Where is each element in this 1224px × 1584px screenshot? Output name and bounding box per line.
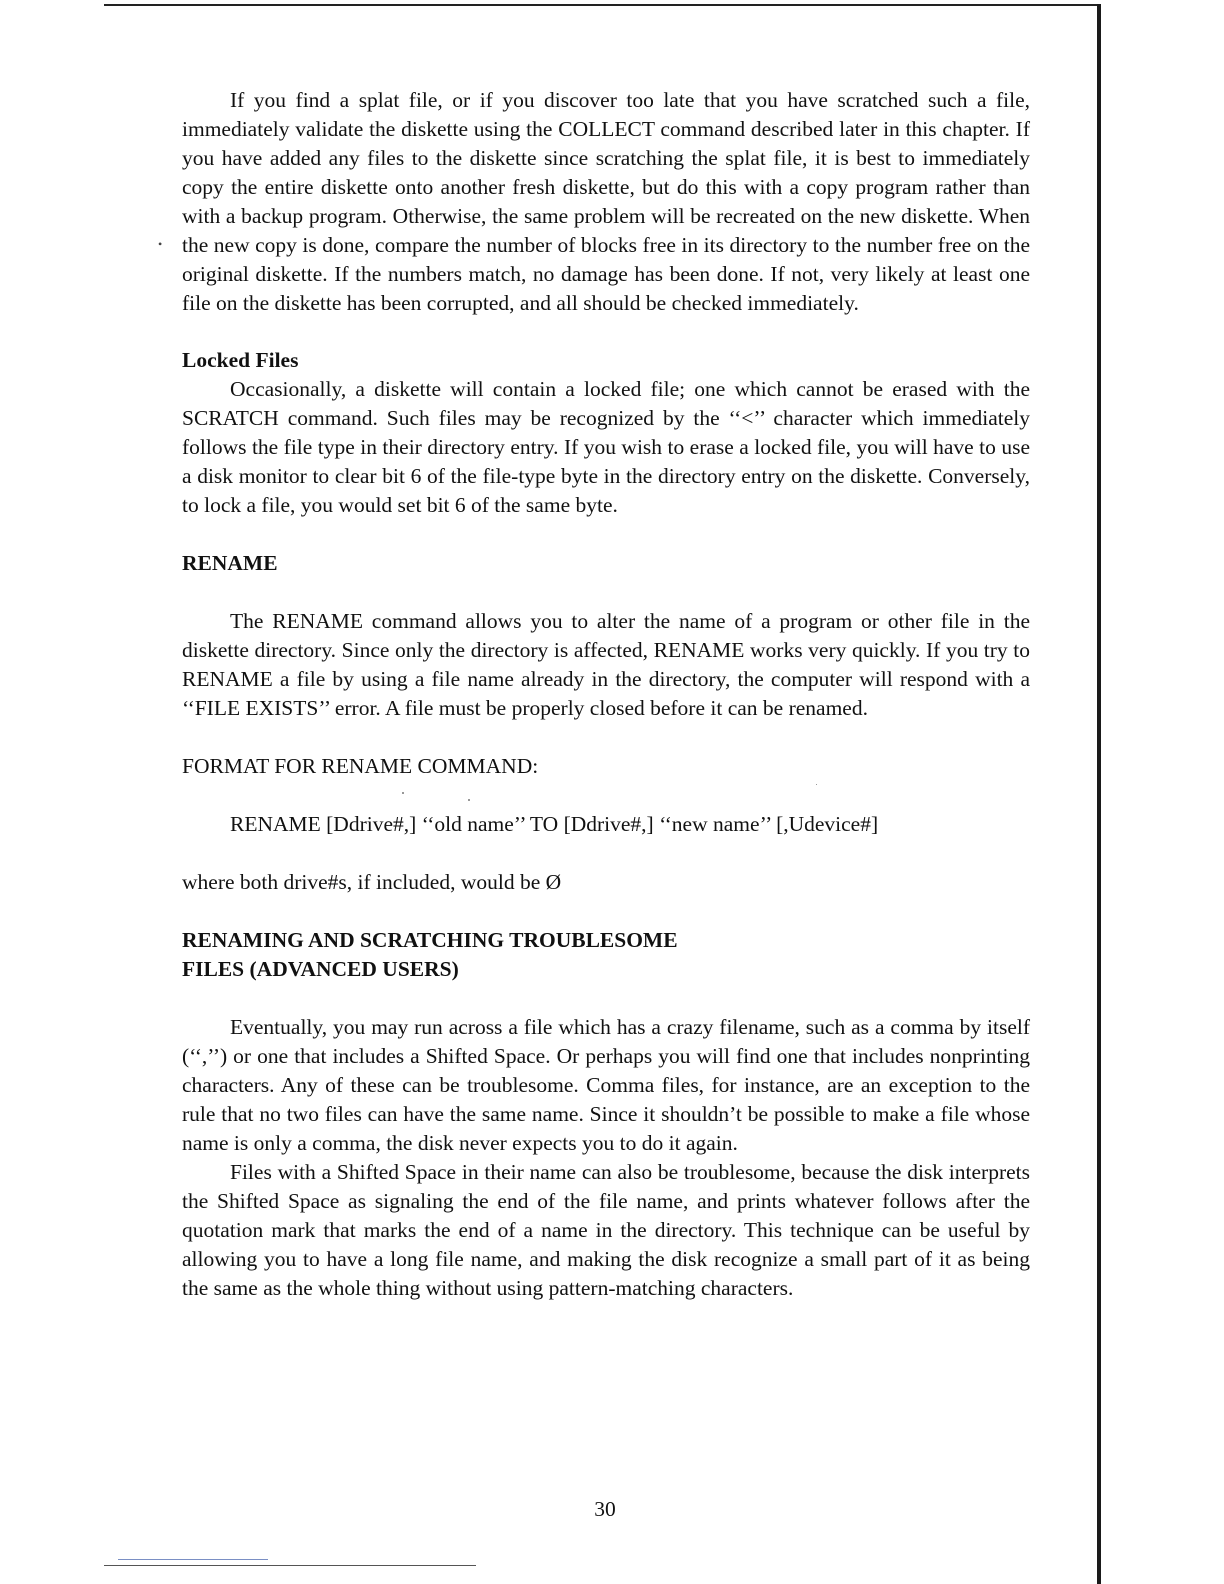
paragraph-troublesome-1: Eventually, you may run across a file which has a crazy filename, such as a comma by itself (‘‘,’’) or one that includes a Shifted Space. Or perhaps you will find one that includes nonprinting characters. Any of these can be troublesome. Comma files, for instance, are an exception to the rule that no two files can have the same name. Since it shouldn’t be possible to make a file whose name is only a comma, the disk never expects you to do it again.	[182, 1015, 1030, 1155]
page-body	[182, 86, 1030, 1303]
paragraph-locked-files: Occasionally, a diskette will contain a locked file; one which cannot be erased with the SCRATCH command. Such files may be recognized by the ‘‘<’’ character which immediately follows the file type in their directory entry. If you wish to erase a locked file, you will have to use a disk monitor to clear bit 6 of the file-type byte in the directory entry on the diskette. Conversely, to lock a file, you would set bit 6 of the same byte.	[182, 377, 1030, 517]
heading-locked-files: Locked Files	[182, 348, 299, 372]
heading-renaming-line-2: FILES (ADVANCED USERS)	[182, 957, 459, 981]
drive-note: where both drive#s, if included, would be Ø	[182, 870, 562, 894]
bottom-accent-rule	[118, 1559, 268, 1560]
bottom-border-rule	[104, 1565, 476, 1566]
paragraph-rename-intro: The RENAME command allows you to alter the name of a program or other file in the diskette directory. Since only the directory is affected, RENAME works very quickly. If you try to RENAME a file by using a file name already in the directory, the computer will respond with a ‘‘FILE EXISTS’’ error. A file must be properly closed before it can be renamed.	[182, 609, 1030, 720]
spacer	[182, 781, 1030, 810]
paragraph-troublesome-2: Files with a Shifted Space in their name can also be troublesome, because the disk interprets the Shifted Space as signaling the end of the file name, and prints whatever follows after the quotation mark that marks the end of a name in the directory. This technique can be useful by allowing you to have a long file name, and making the disk recognize a small part of it as being the same as the whole thing without using pattern-matching characters.	[182, 1160, 1030, 1300]
spacer	[182, 984, 1030, 1013]
page-number: 30	[594, 1497, 616, 1521]
spacer	[182, 897, 1030, 926]
right-border-rule	[1097, 4, 1101, 1584]
spacer	[182, 318, 1030, 346]
rename-syntax: RENAME [Ddrive#,] ‘‘old name’’ TO [Ddrive#,] ‘‘new name’’ [,Udevice#]	[230, 812, 879, 836]
spacer	[182, 723, 1030, 752]
spacer	[182, 578, 1030, 607]
format-label: FORMAT FOR RENAME COMMAND:	[182, 754, 539, 778]
heading-rename: RENAME	[182, 551, 278, 575]
spacer	[182, 520, 1030, 549]
margin-mark: •	[158, 237, 163, 251]
paragraph-splat-recovery: If you find a splat file, or if you discover too late that you have scratched such a file, immediately validate the diskette using the COLLECT command described later in this chapter. If you have added any files to the diskette since scratching the splat file, it is best to immediately copy the entire diskette onto another fresh diskette, but do this with a copy program rather than with a backup program. Otherwise, the same problem will be recreated on the new diskette. When the new copy is done, compare the number of blocks free in its directory to the number free on the original diskette. If the numbers match, no damage has been done. If not, very likely at least one file on the diskette has been corrupted, and all should be checked immediately.	[182, 88, 1030, 315]
heading-renaming-line-1: RENAMING AND SCRATCHING TROUBLESOME	[182, 928, 678, 952]
spacer	[182, 839, 1030, 868]
top-border-rule	[104, 4, 1098, 6]
